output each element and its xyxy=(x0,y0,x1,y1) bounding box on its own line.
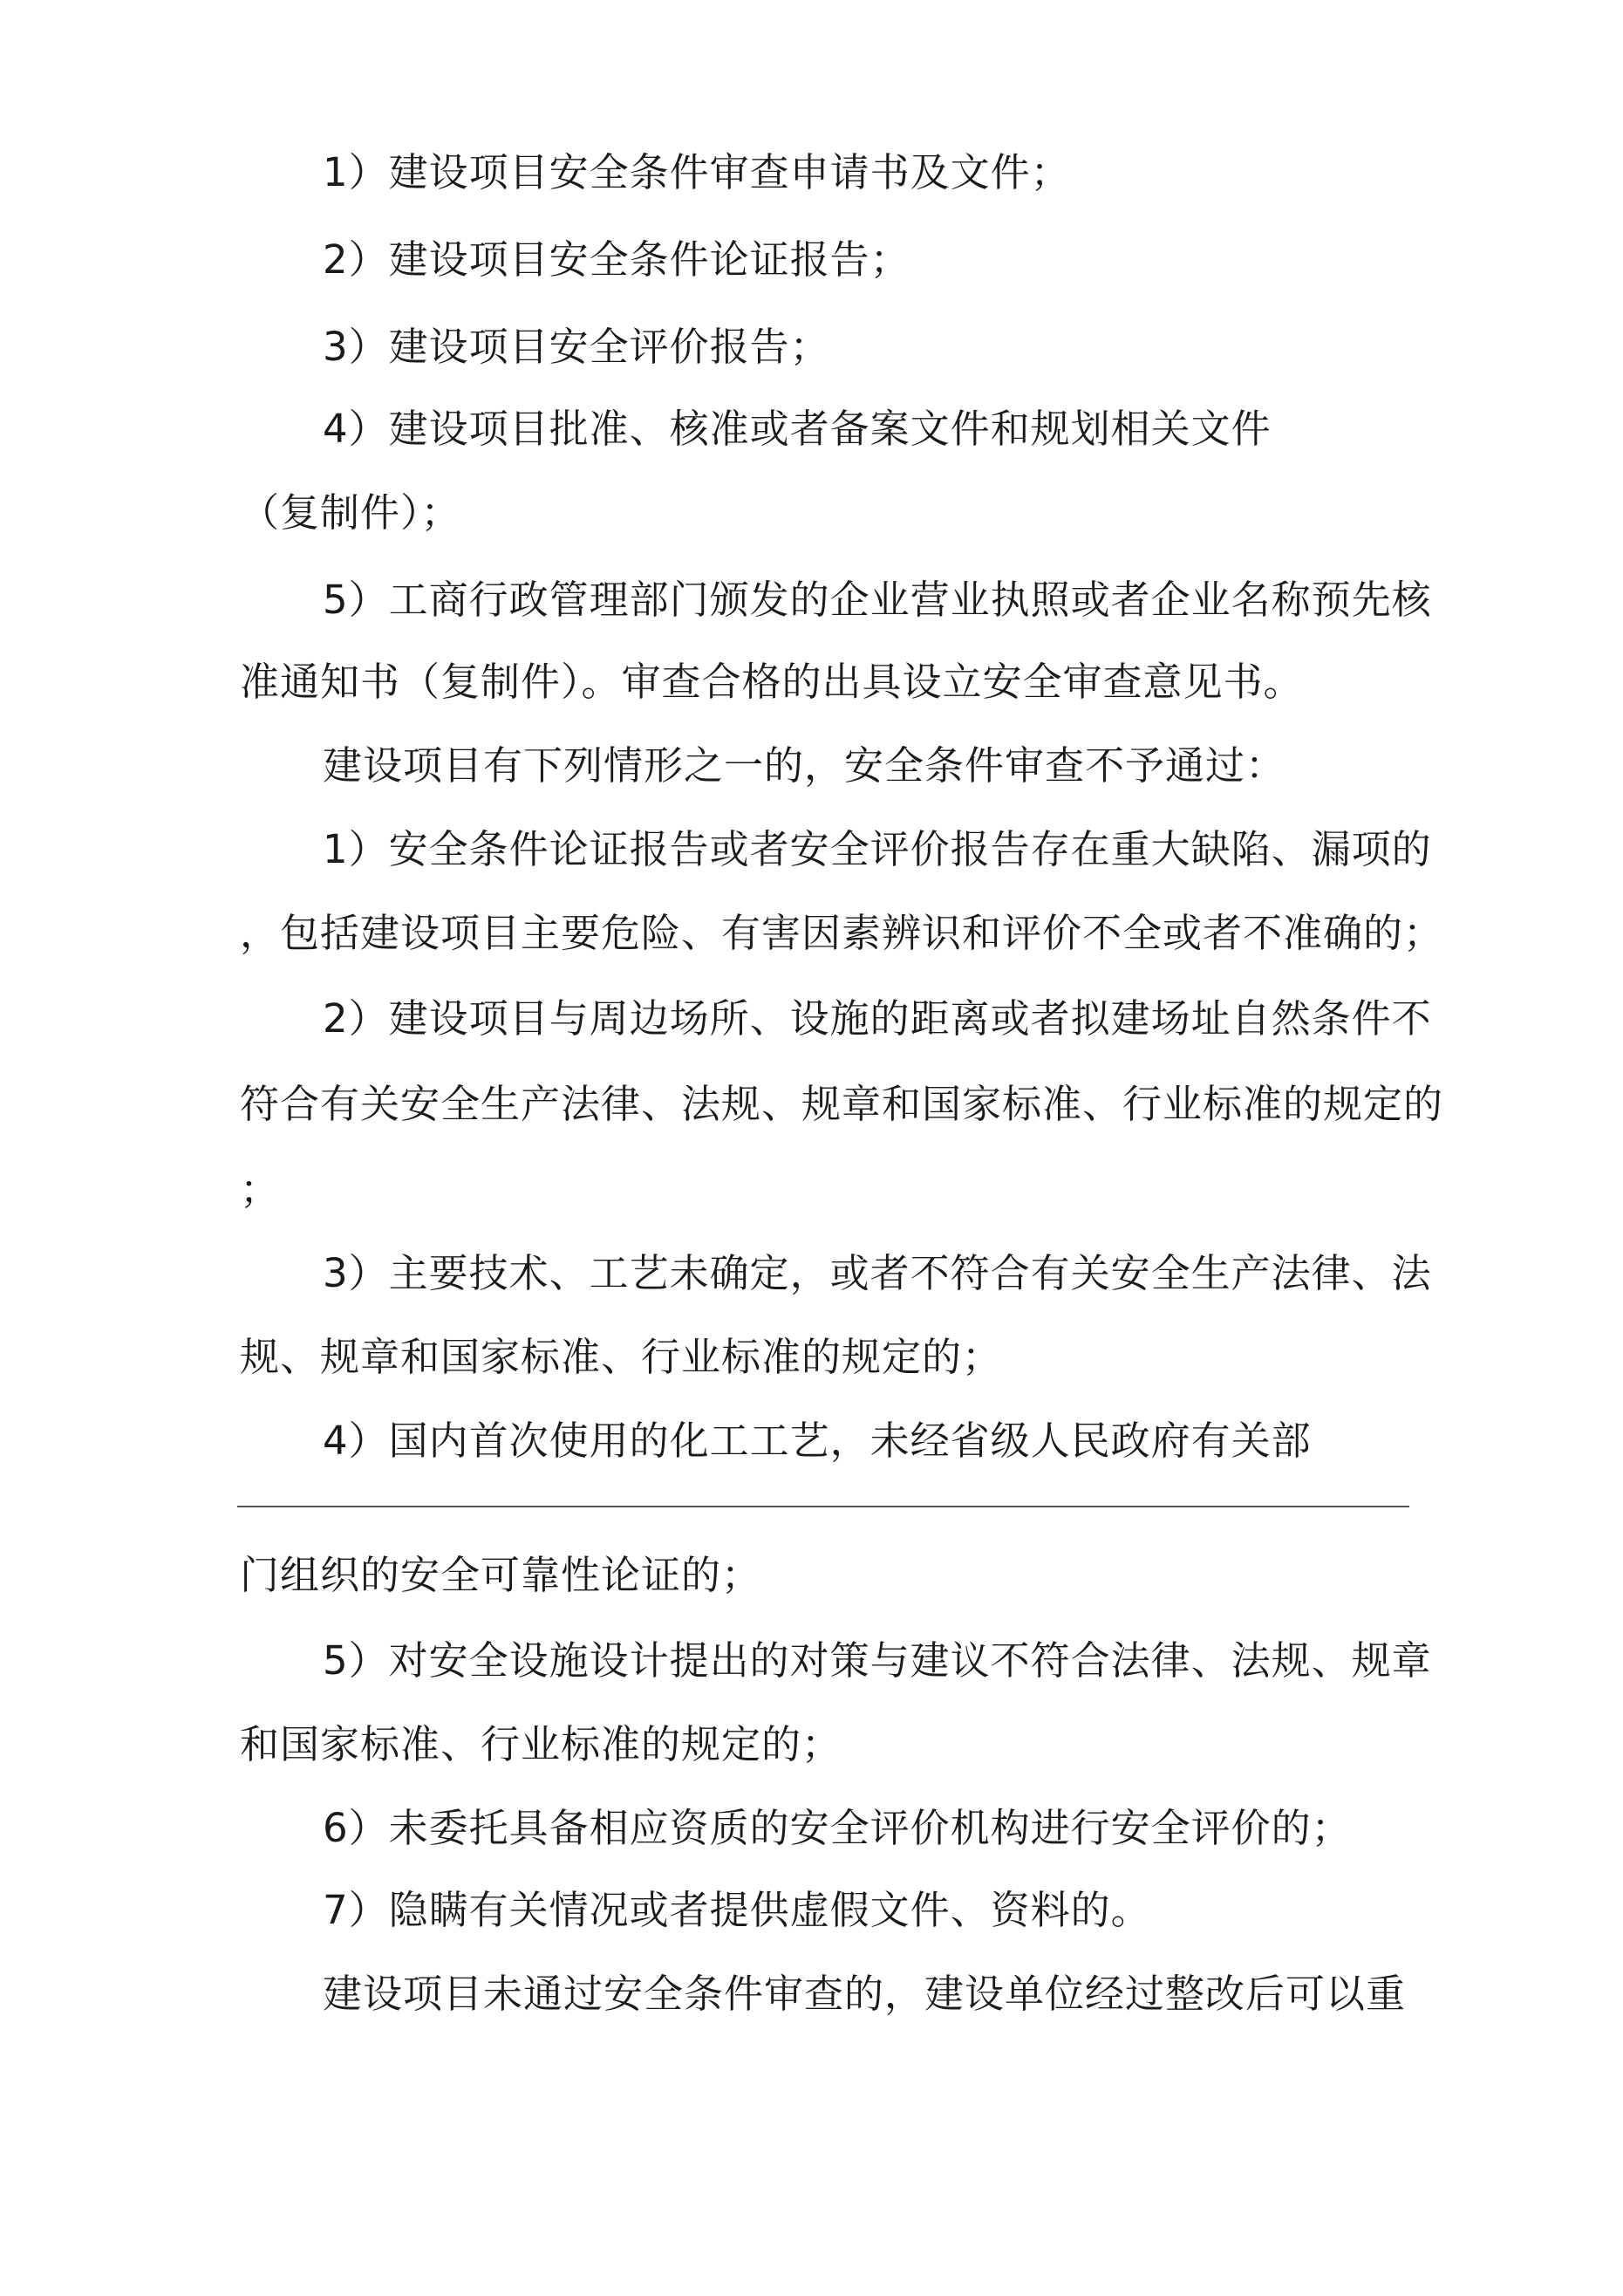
list-item: 5）对安全设施设计提出的对策与建议不符合法律、法规、规章 xyxy=(323,1637,1432,1684)
list-item: 2）建设项目与周边场所、设施的距离或者拟建场址自然条件不 xyxy=(323,995,1432,1042)
list-item-continuation: ； xyxy=(240,1166,281,1213)
list-item: 1）建设项目安全条件审查申请书及文件； xyxy=(323,149,1071,195)
list-item-continuation: 准通知书（复制件）。审查合格的出具设立安全审查意见书。 xyxy=(240,659,1304,705)
list-item: 4）国内首次使用的化工工艺，未经省级人民政府有关部 xyxy=(323,1418,1312,1464)
list-item: 6）未委托具备相应资质的安全评价机构进行安全评价的； xyxy=(323,1805,1352,1851)
list-item-continuation: 规、规章和国家标准、行业标准的规定的； xyxy=(240,1334,1003,1380)
list-item-continuation: 和国家标准、行业标准的规定的； xyxy=(240,1721,842,1767)
list-item: 4）建设项目批准、核准或者备案文件和规划相关文件 xyxy=(323,406,1272,452)
list-item-continuation: 门组织的安全可靠性论证的； xyxy=(240,1552,762,1598)
list-item: 7）隐瞒有关情况或者提供虚假文件、资料的。 xyxy=(323,1887,1151,1933)
list-item: 1）安全条件论证报告或者安全评价报告存在重大缺陷、漏项的 xyxy=(323,826,1432,872)
paragraph: 建设项目有下列情形之一的，安全条件审查不予通过： xyxy=(323,742,1286,789)
list-item: 3）建设项目安全评价报告； xyxy=(323,324,830,370)
list-item-continuation: ，包括建设项目主要危险、有害因素辨识和评价不全或者不准确的； xyxy=(240,910,1444,956)
list-item: 5）工商行政管理部门颁发的企业营业执照或者企业名称预先核 xyxy=(323,577,1432,623)
list-item: 2）建设项目安全条件论证报告； xyxy=(323,236,910,283)
list-item: 3）主要技术、工艺未确定，或者不符合有关安全生产法律、法 xyxy=(323,1250,1432,1296)
list-item-continuation: （复制件）； xyxy=(240,489,461,536)
list-item-continuation: 符合有关安全生产法律、法规、规章和国家标准、行业标准的规定的 xyxy=(240,1081,1444,1127)
page-break-divider xyxy=(237,1506,1409,1507)
paragraph: 建设项目未通过安全条件审查的，建设单位经过整改后可以重 xyxy=(323,1971,1407,2017)
